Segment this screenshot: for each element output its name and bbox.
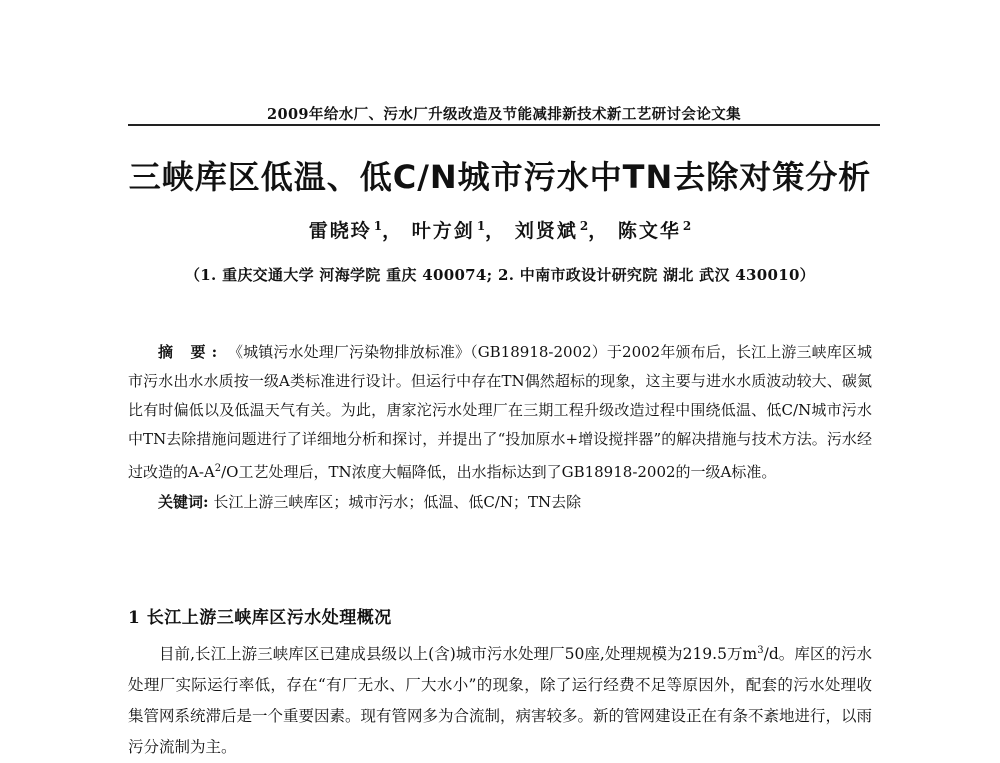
author-affil-mark: 1 xyxy=(373,219,383,233)
body-text: 目前,长江上游三峡库区已建成县级以上(含)城市污水处理厂50座,处理规模为219.5万m xyxy=(159,645,758,663)
abstract-text-cont: /O工艺处理后，TN浓度大幅降低，出水指标达到了GB18918-2002的一级A标准。 xyxy=(221,463,777,481)
affiliations: （1. 重庆交通大学 河海学院 重庆 400074; 2. 中南市政设计研究院 湖北 武汉 430010） xyxy=(184,266,815,284)
keywords-text: 长江上游三峡库区；城市污水；低温、低C/N；TN去除 xyxy=(213,493,582,511)
author-name: 刘贤斌 xyxy=(514,220,578,242)
keywords-label: 关键词: xyxy=(158,493,209,511)
author-name: 雷晓玲 xyxy=(308,220,372,242)
section-heading: 1 长江上游三峡库区污水处理概况 xyxy=(128,608,392,628)
author-separator: ， xyxy=(588,220,610,242)
abstract-block xyxy=(128,338,872,517)
body-text-cont: /d。库区的污水处理厂实际运行率低，存在“有厂无水、厂大水小”的现象，除了运行经费不足等原因外，配套的污水处理收集管网系统滞后是一个重要因素。现有管网多为合流制，病害较多。新的管网建设正在有条不紊地进行，以雨污分流制为主。 xyxy=(128,645,873,756)
author-affil-mark: 2 xyxy=(682,219,692,233)
body-superscript: 3 xyxy=(757,645,764,656)
abstract-label: 摘 要: xyxy=(158,343,224,361)
running-header: 2009年给水厂、污水厂升级改造及节能减排新技术新工艺研讨会论文集 xyxy=(266,106,742,123)
keywords-line xyxy=(128,488,872,517)
header-rule xyxy=(128,124,880,126)
author-affil-mark: 2 xyxy=(579,219,589,233)
author-name: 叶方剑 xyxy=(411,220,475,242)
author-name: 陈文华 xyxy=(617,220,681,242)
author-list xyxy=(100,216,900,243)
author-affil-mark: 1 xyxy=(476,219,486,233)
body-paragraph xyxy=(128,635,872,763)
paper-title: 三峡库区低温、低C/N城市污水中TN去除对策分析 xyxy=(128,158,872,196)
abstract-text: 《城镇污水处理厂污染物排放标准》（GB18918-2002）于2002年颁布后，长江上游三峡库区城市污水出水水质按一级A类标准进行设计。但运行中存在TN偶然超标的现象，这主要与进水水质波动较大、碳氮比有时偏低以及低温天气有关。为此，唐家沱污水处理厂在三期工程升级改造过程中围绕低温、低C/N城市污水中TN去除措施问题进行了详细地分析和探讨，并提出了“投加原水+增设搅拌器”的解决措施与技术方法。污水经过改造的A-A xyxy=(128,343,872,481)
abstract-paragraph xyxy=(128,338,872,487)
author-separator: ， xyxy=(485,220,507,242)
abstract-superscript: 2 xyxy=(214,463,222,474)
author-separator: ， xyxy=(382,220,404,242)
section-body xyxy=(128,635,872,763)
